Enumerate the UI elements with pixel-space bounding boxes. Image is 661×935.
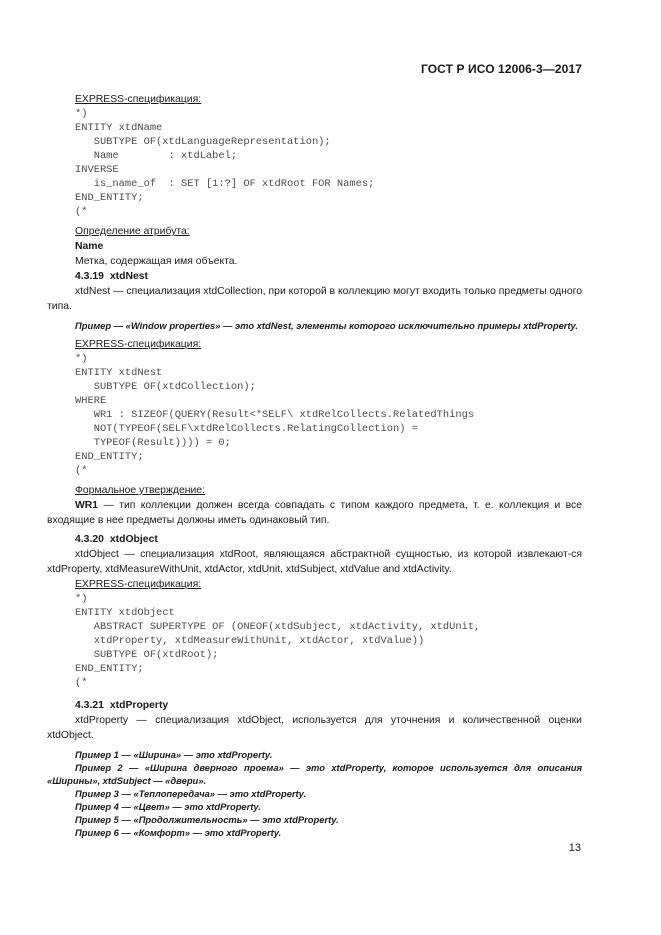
express-code-xtdnest: *) ENTITY xtdNest SUBTYPE OF(xtdCollection); WHERE WR1 : SIZEOF(QUERY(Result<*SELF\ xtdRelCollects.RelatedThings NOT(TYPEOF(SELF\xtdRelCollects.RelatingCollection) = TYPEOF(Result)))) = 0; END_ENTITY; (* (75, 353, 475, 477)
section-number: 4.3.21 (75, 700, 104, 711)
express-spec-label: EXPRESS-спецификация: (75, 94, 202, 105)
section-desc-4-3-21 (47, 713, 582, 743)
formal-statement (47, 498, 582, 528)
attr-name: Name (75, 241, 104, 252)
example-text: Пример 1 — «Ширина» — это xtdProperty. (75, 749, 273, 760)
formal-statement-label: Формальное утверждение: (75, 485, 205, 496)
section-title: xtdNest (109, 271, 148, 282)
page-content (47, 92, 582, 839)
example-item (47, 787, 582, 800)
attr-def-label: Определение атрибута: (75, 226, 190, 237)
example-item (47, 813, 582, 826)
section-number: 4.3.19 (75, 271, 104, 282)
example-item (47, 761, 582, 787)
desc-text: xtdProperty — специализация xtdObject, используется для уточнения и количественной оценки xtdObject. (47, 715, 582, 741)
section-desc-4-3-20 (47, 547, 582, 577)
example-text: Пример 6 — «Комфорт» — это xtdProperty. (75, 827, 282, 838)
example-item (47, 800, 582, 813)
document-header: ГОСТ Р ИСО 12006-3—2017 (420, 62, 582, 76)
wr-label: WR1 (75, 500, 99, 511)
desc-text: xtdObject — специализация xtdRoot, являющаяся абстрактной сущностью, из которой извлекают-ся xtdProperty, xtdMeasureWithUnit, xtdActor, xtdUnit, xtdSubject, xtdValue and xtdActivity. (47, 549, 582, 575)
section-desc-4-3-19 (47, 284, 582, 314)
section-heading-4-3-19 (47, 269, 582, 284)
example-text: Пример 5 — «Продолжительность» — это xtdProperty. (75, 814, 339, 825)
section-title: xtdObject (109, 534, 158, 545)
example-item (47, 748, 582, 761)
page-number: 13 (568, 842, 581, 854)
example-text: Пример — «Window properties» — это xtdNest, элементы которого исключительно примеры xtdProperty. (75, 320, 579, 331)
example-text: Пример 2 — «Ширина дверного проема» — это xtdProperty, которое используется для описания «Ширины», xtdSubject — «двери». (47, 762, 582, 786)
express-code-xtdname: *) ENTITY xtdName SUBTYPE OF(xtdLanguageRepresentation); Name : xtdLabel; INVERSE is_name_of : SET [1:?] OF xtdRoot FOR Names; END_ENTITY; (* (75, 108, 375, 218)
example-item (47, 826, 582, 839)
section-heading-4-3-20 (47, 532, 582, 547)
express-spec-label: EXPRESS-спецификация: (75, 339, 202, 350)
example-text: Пример 3 — «Теплопередача» — это xtdProperty. (75, 788, 307, 799)
desc-text: xtdNest — специализация xtdCollection, при которой в коллекцию могут входить только предметы одного типа. (47, 286, 582, 312)
attr-desc: Метка, содержащая имя объекта. (75, 256, 238, 267)
example-4-3-19 (47, 319, 582, 332)
express-code-xtdobject: *) ENTITY xtdObject ABSTRACT SUPERTYPE OF (ONEOF(xtdSubject, xtdActivity, xtdUnit, xtdProperty, xtdMeasureWithUnit, xtdActor, xtdValue)) SUBTYPE OF(xtdRoot); END_ENTITY; (* (75, 593, 481, 689)
example-text: Пример 4 — «Цвет» — это xtdProperty. (75, 801, 261, 812)
section-number: 4.3.20 (75, 534, 104, 545)
section-heading-4-3-21 (47, 698, 582, 713)
wr-text: — тип коллекции должен всегда совпадать с типом каждого предмета, т. е. коллекция и все входящие в нее предметы должны иметь одинаковый тип. (47, 500, 582, 526)
section-title: xtdProperty (109, 700, 169, 711)
express-spec-label: EXPRESS-спецификация: (75, 579, 202, 590)
